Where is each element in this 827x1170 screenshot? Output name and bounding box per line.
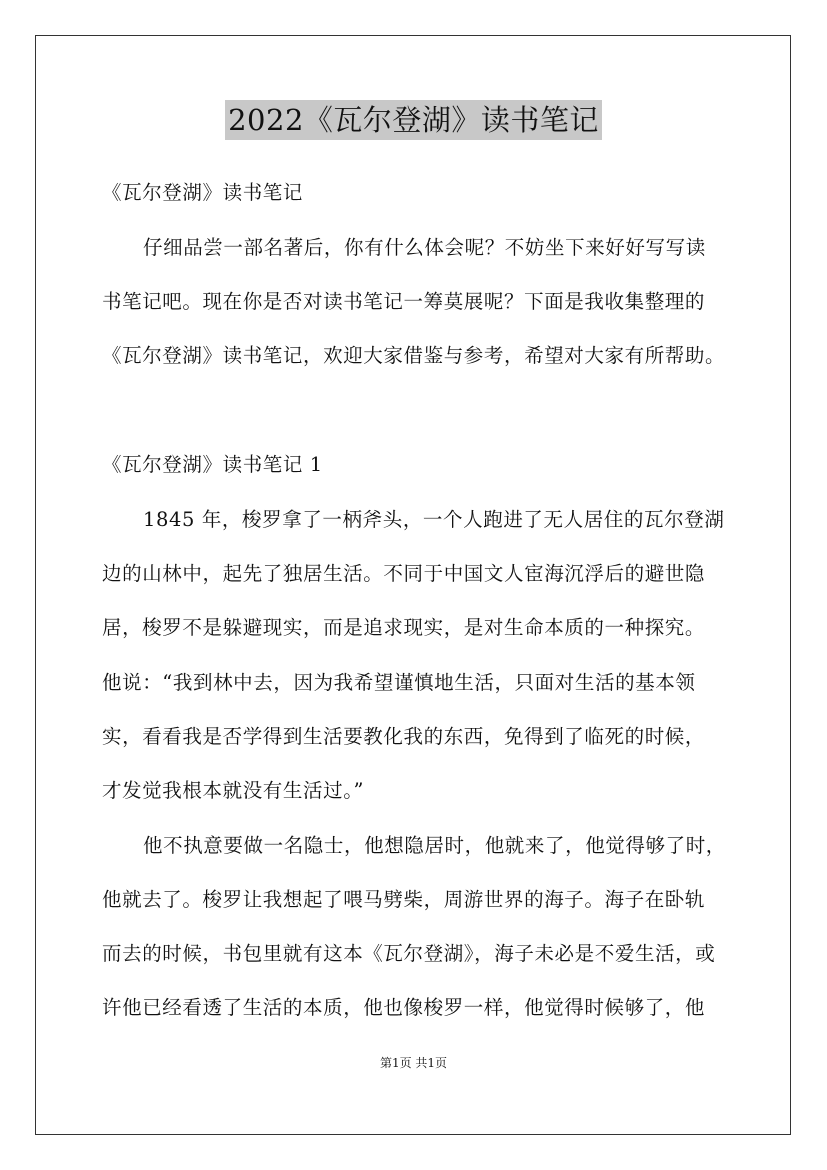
- paragraph-line: 居，梭罗不是躲避现实，而是追求现实，是对生命本质的一种探究。: [102, 616, 706, 639]
- paragraph-line: 1845 年，梭罗拿了一柄斧头，一个人跑进了无人居住的瓦尔登湖: [143, 508, 725, 531]
- paragraph-line: 才发觉我根本就没有生活过。”: [102, 779, 365, 802]
- paragraph-line: 他说：“我到林中去，因为我希望谨慎地生活，只面对生活的基本领: [102, 671, 696, 694]
- paragraph-line: 而去的时候，书包里就有这本《瓦尔登湖》，海子未必是不爱生活，或: [102, 942, 716, 965]
- intro-line: 书笔记吧。现在你是否对读书笔记一筹莫展呢？下面是我收集整理的: [102, 290, 706, 313]
- paragraph-line: 许他已经看透了生活的本质，他也像梭罗一样，他觉得时候够了，他: [102, 996, 706, 1019]
- intro-line: 仔细品尝一部名著后，你有什么体会呢？不妨坐下来好好写写读: [143, 236, 706, 259]
- paragraph-line: 他就去了。梭罗让我想起了喂马劈柴，周游世界的海子。海子在卧轨: [102, 888, 706, 911]
- title-container: [0, 100, 827, 140]
- paragraph-line: 边的山林中，起先了独居生活。不同于中国文人宦海沉浮后的避世隐: [102, 562, 706, 585]
- paragraph-line: 实，看看我是否学得到生活要教化我的东西，免得到了临死的时候，: [102, 725, 706, 748]
- document-title: 2022《瓦尔登湖》读书笔记: [225, 100, 602, 140]
- section-heading: 《瓦尔登湖》读书笔记 1: [102, 453, 323, 476]
- paragraph-line: 他不执意要做一名隐士，他想隐居时，他就来了，他觉得够了时，: [143, 834, 726, 857]
- subtitle: 《瓦尔登湖》读书笔记: [102, 181, 304, 204]
- intro-line: 《瓦尔登湖》读书笔记，欢迎大家借鉴与参考，希望对大家有所帮助。: [102, 344, 726, 367]
- page-footer: 第1页 共1页: [379, 1056, 448, 1070]
